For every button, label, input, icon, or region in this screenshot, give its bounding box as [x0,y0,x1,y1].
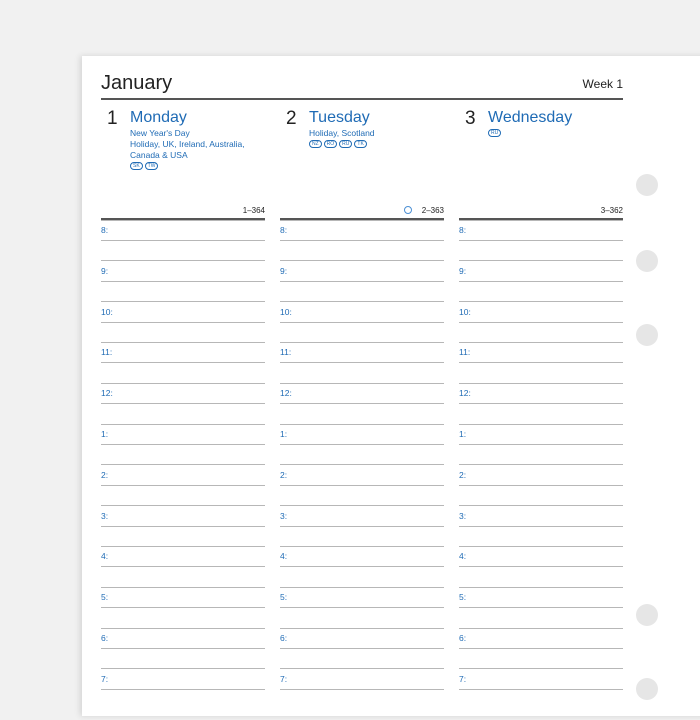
country-badges [488,129,501,137]
half-hour-line[interactable] [101,546,265,547]
hour-line[interactable] [101,444,265,445]
half-hour-line[interactable] [459,628,623,629]
hour-label: 2: [280,469,288,480]
day-number: 2 [286,108,297,129]
hour-line[interactable] [101,240,265,241]
hour-label: 11: [459,347,471,358]
half-hour-line[interactable] [459,464,623,465]
holiday-notes [130,128,264,161]
hour-line[interactable] [101,607,265,608]
country-badge: SK [130,162,143,170]
day-of-year: 2–363 [421,206,444,215]
hour-line[interactable] [101,689,265,690]
hour-label: 5: [101,592,109,603]
half-hour-line[interactable] [101,260,265,261]
hour-line[interactable] [101,403,265,404]
hour-label: 12: [280,388,292,399]
half-hour-line[interactable] [280,383,444,384]
hour-label: 7: [280,673,288,684]
half-hour-line[interactable] [459,668,623,669]
hour-line[interactable] [459,526,623,527]
punch-hole [636,604,658,626]
half-hour-line[interactable] [459,546,623,547]
hour-label: 11: [101,347,113,358]
hour-label: 11: [280,347,292,358]
half-hour-line[interactable] [280,342,444,343]
day-column-monday [101,100,265,720]
hour-line[interactable] [459,240,623,241]
day-column-tuesday [280,100,444,720]
half-hour-line[interactable] [459,342,623,343]
half-hour-line[interactable] [101,342,265,343]
half-hour-line[interactable] [101,505,265,506]
punch-hole [636,678,658,700]
hour-label: 7: [101,673,109,684]
hour-line[interactable] [459,648,623,649]
hour-line[interactable] [280,607,444,608]
hour-line[interactable] [459,444,623,445]
half-hour-line[interactable] [459,383,623,384]
half-hour-line[interactable] [101,424,265,425]
hour-label: 3: [459,510,467,521]
half-hour-line[interactable] [459,505,623,506]
hour-label: 9: [280,265,288,276]
day-of-year: 1–364 [242,206,265,215]
hour-line[interactable] [101,566,265,567]
hour-label: 6: [459,633,467,643]
hour-label: 3: [280,510,288,521]
half-hour-line[interactable] [280,301,444,302]
hour-line[interactable] [280,362,444,363]
hour-line[interactable] [101,485,265,486]
hour-line[interactable] [101,362,265,363]
week-label: Week 1 [582,77,623,91]
hour-label: 1: [459,429,467,439]
half-hour-line[interactable] [280,628,444,629]
moon-phase-icon [404,206,412,214]
hour-line[interactable] [459,607,623,608]
hour-line[interactable] [280,444,444,445]
hour-label: 6: [101,633,109,643]
holiday-note-line: Holiday, UK, Ireland, Australia, [130,139,245,149]
half-hour-line[interactable] [459,587,623,588]
country-badges [130,162,158,170]
country-badge: RO [324,140,338,148]
day-name: Tuesday [309,109,370,126]
hour-label: 12: [459,388,471,399]
half-hour-line[interactable] [101,587,265,588]
hour-line[interactable] [459,281,623,282]
half-hour-line[interactable] [101,628,265,629]
hour-label: 6: [280,633,288,643]
hour-line[interactable] [459,689,623,690]
hour-line[interactable] [101,281,265,282]
half-hour-line[interactable] [101,301,265,302]
hour-label: 2: [459,469,467,480]
hour-label: 8: [101,225,109,235]
punch-hole [636,250,658,272]
holiday-note-line: New Year's Day [130,128,190,138]
country-badges [309,140,367,148]
hour-line[interactable] [459,566,623,567]
hour-label: 5: [280,592,288,603]
hour-label: 9: [459,265,467,276]
day-number: 1 [107,108,118,129]
half-hour-line[interactable] [101,220,265,221]
month-title: January [101,72,173,94]
half-hour-line[interactable] [101,464,265,465]
hour-label: 2: [101,469,109,480]
hour-label: 10: [101,306,113,317]
hour-line[interactable] [101,526,265,527]
day-of-year: 3–362 [600,206,623,215]
half-hour-line[interactable] [459,260,623,261]
day-name: Monday [130,109,187,126]
half-hour-line[interactable] [459,301,623,302]
day-column-wednesday [459,100,623,720]
hour-label: 10: [280,306,292,317]
hour-label: 5: [459,592,467,603]
punch-hole [636,174,658,196]
country-badge: NZ [309,140,322,148]
hour-line[interactable] [280,322,444,323]
half-hour-line[interactable] [280,424,444,425]
hour-line[interactable] [280,566,444,567]
holiday-notes [309,128,443,139]
hour-line[interactable] [280,526,444,527]
hour-label: 4: [459,551,467,562]
hour-line[interactable] [101,648,265,649]
day-name: Wednesday [488,109,573,126]
half-hour-line[interactable] [280,464,444,465]
hour-line[interactable] [280,281,444,282]
hour-label: 9: [101,265,109,276]
hour-label: 4: [101,551,109,562]
country-badge: TK [354,140,366,148]
half-hour-line[interactable] [280,587,444,588]
half-hour-line[interactable] [280,505,444,506]
half-hour-line[interactable] [101,668,265,669]
hour-line[interactable] [280,485,444,486]
hour-line[interactable] [459,485,623,486]
country-badge: RU [488,129,501,137]
country-badge: TW [145,162,159,170]
half-hour-line[interactable] [459,424,623,425]
hour-label: 1: [280,429,288,439]
hour-line[interactable] [280,648,444,649]
half-hour-line[interactable] [280,668,444,669]
hour-line[interactable] [459,403,623,404]
hour-line[interactable] [280,403,444,404]
hour-label: 7: [459,673,467,684]
half-hour-line[interactable] [280,260,444,261]
hour-line[interactable] [280,689,444,690]
half-hour-line[interactable] [459,220,623,221]
hour-label: 4: [280,551,288,562]
hour-line[interactable] [101,322,265,323]
hour-label: 10: [459,306,471,317]
hour-label: 3: [101,510,109,521]
hour-label: 12: [101,388,113,399]
hour-line[interactable] [459,322,623,323]
hour-label: 8: [459,225,467,235]
half-hour-line[interactable] [101,383,265,384]
holiday-note-line: Holiday, Scotland [309,128,375,138]
punch-hole [636,324,658,346]
holiday-note-line: Canada & USA [130,150,188,160]
half-hour-line[interactable] [280,546,444,547]
day-number: 3 [465,108,476,129]
hour-line[interactable] [459,362,623,363]
half-hour-line[interactable] [280,220,444,221]
hour-label: 1: [101,429,109,439]
country-badge: RU [339,140,352,148]
hour-line[interactable] [280,240,444,241]
hour-label: 8: [280,225,288,235]
